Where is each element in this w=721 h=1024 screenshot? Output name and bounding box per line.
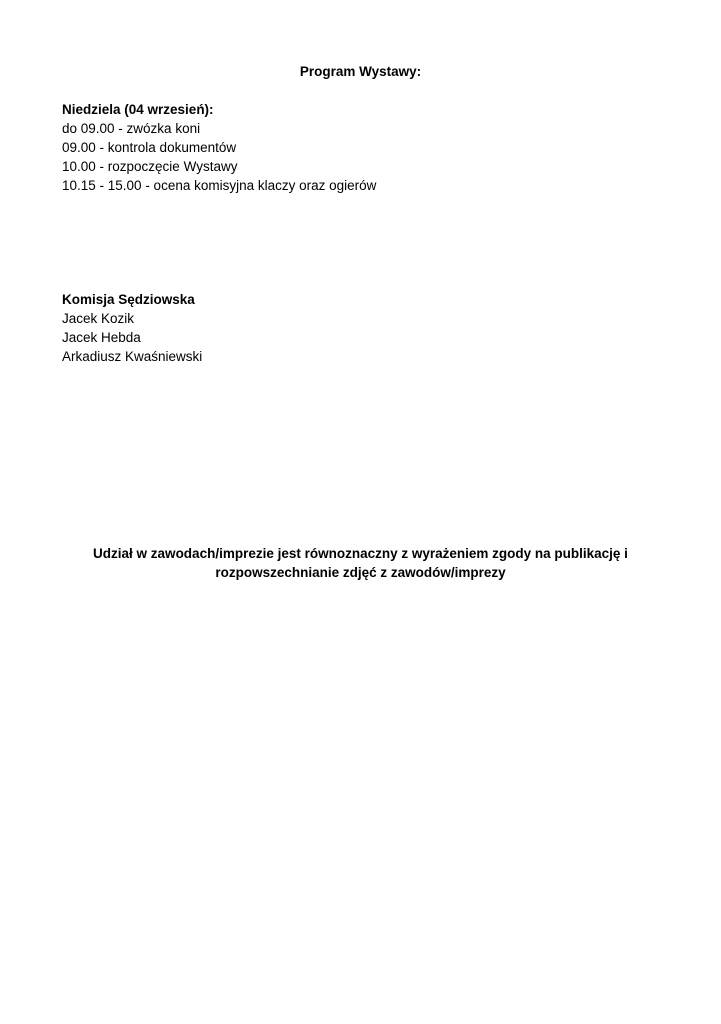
jury-heading: Komisja Sędziowska — [62, 292, 195, 307]
schedule-item: 10.00 - rozpoczęcie Wystawy — [62, 159, 238, 174]
consent-notice — [60, 544, 661, 582]
schedule-item: 09.00 - kontrola dokumentów — [62, 140, 237, 155]
schedule-section — [62, 100, 662, 195]
consent-notice-line: rozpowszechnianie zdjęć z zawodów/imprezy — [215, 565, 506, 580]
jury-member: Jacek Hebda — [62, 330, 141, 345]
document-title: Program Wystawy: — [299, 64, 422, 79]
jury-section — [62, 290, 662, 366]
schedule-item: 10.15 - 15.00 - ocena komisyjna klaczy oraz ogierów — [62, 178, 377, 193]
schedule-heading: Niedziela (04 wrzesień): — [62, 102, 214, 117]
schedule-item: do 09.00 - zwózka koni — [62, 121, 201, 136]
jury-member: Jacek Kozik — [62, 311, 135, 326]
consent-notice-line: Udział w zawodach/imprezie jest równoznaczny z wyrażeniem zgody na publikację i — [93, 546, 628, 561]
jury-member: Arkadiusz Kwaśniewski — [62, 349, 203, 364]
